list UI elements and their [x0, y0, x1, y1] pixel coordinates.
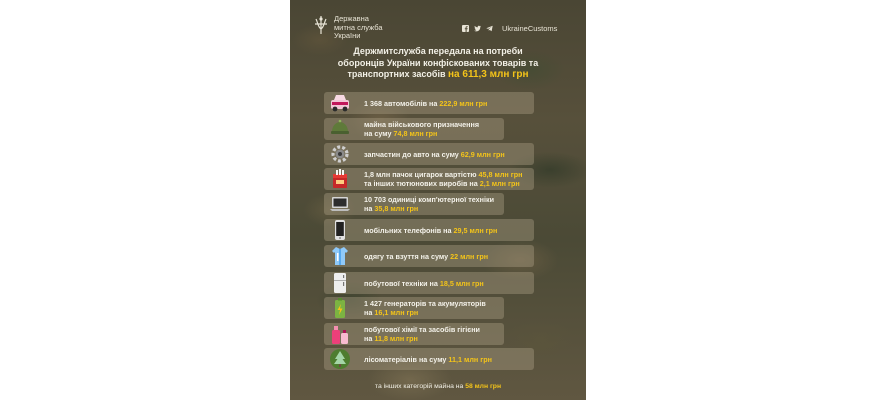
- tree-icon: [328, 347, 352, 371]
- item-text: [364, 168, 522, 190]
- laptop-icon: [328, 192, 352, 216]
- military-helmet-icon: [328, 117, 352, 141]
- item-amount: 11,8 млн грн: [374, 334, 418, 343]
- footer-prefix: та інших категорій майна на: [374, 383, 466, 390]
- headline-total-amount: на 611,3 млн грн: [448, 69, 529, 80]
- facebook-icon[interactable]: [462, 25, 469, 32]
- headline-line-3-prefix: транспортних засобів: [347, 69, 446, 79]
- item-text-join: на суму: [364, 129, 394, 138]
- item-amount: 62,9 млн грн: [460, 149, 505, 159]
- item-text-main: одягу та взуття на суму: [364, 251, 451, 261]
- item-amount: 74,8 млн грн: [393, 129, 438, 138]
- car-icon: [328, 91, 352, 115]
- logo-line-2: митна служба: [334, 22, 383, 32]
- item-text: [364, 245, 488, 267]
- item-text: [364, 92, 487, 114]
- footer-note: [290, 383, 586, 390]
- gear-icon: [328, 142, 352, 166]
- item-amount: 222,9 млн грн: [439, 98, 488, 108]
- item-text-main: майна військового призначення: [364, 120, 480, 129]
- item-text: [364, 193, 494, 215]
- footer-amount: 58 млн грн: [465, 383, 502, 390]
- clothing-icon: [328, 244, 352, 268]
- item-text: [364, 323, 480, 345]
- item-text: [364, 118, 479, 140]
- battery-icon: [328, 296, 352, 320]
- item-text-join: на: [364, 204, 375, 213]
- social-links: [462, 24, 557, 33]
- item-text-main: побутової техніки на: [364, 278, 440, 288]
- item-amount: 35,8 млн грн: [374, 204, 419, 213]
- mobile-phone-icon: [328, 218, 352, 242]
- item-text: [364, 219, 497, 241]
- social-handle[interactable]: UkraineCustoms: [502, 24, 558, 33]
- cigarettes-icon: [328, 167, 352, 191]
- infographic-poster: [290, 0, 586, 400]
- item-text-main: мобільних телефонів на: [364, 225, 454, 235]
- item-amount: 22 млн грн: [450, 251, 489, 261]
- item-amount: 11,1 млн грн: [448, 354, 492, 364]
- item-text: [364, 272, 484, 294]
- item-text-main: побутової хімії та засобів гігієни: [364, 325, 480, 334]
- item-amount: 45,8 млн грн: [478, 170, 523, 179]
- item-text: [364, 297, 486, 319]
- headline: [304, 46, 572, 81]
- item-text-join: на: [427, 98, 440, 108]
- item-amount: 18,5 млн грн: [439, 278, 484, 288]
- customs-emblem-icon: [312, 15, 330, 35]
- item-text-main: 10 703 одиниці комп'ютерної техніки: [364, 195, 494, 204]
- item-text-main: 1 368 автомобілів: [364, 98, 428, 108]
- item-text-secondary: та інших тютюнових виробів на: [364, 179, 480, 188]
- item-amount-secondary: 2,1 млн грн: [479, 179, 520, 188]
- item-text-main: запчастин до авто на суму: [364, 149, 461, 159]
- logo-line-3: України: [334, 31, 361, 40]
- item-text: [364, 348, 492, 370]
- headline-line-1: Держмитслужба передала на потреби: [353, 46, 523, 56]
- detergent-icon: [328, 322, 352, 346]
- headline-line-3: [304, 69, 572, 81]
- fridge-icon: [328, 271, 352, 295]
- headline-line-2: оборонців України конфіскованих товарів та: [337, 57, 539, 68]
- twitter-icon[interactable]: [474, 25, 481, 32]
- item-amount: 16,1 млн грн: [374, 308, 419, 317]
- item-text-main: 1 427 генераторів та акумуляторів: [364, 299, 486, 308]
- item-text: [364, 143, 505, 165]
- item-text-main: 1,8 млн пачок цигарок вартістю: [364, 170, 479, 179]
- telegram-icon[interactable]: [486, 25, 493, 32]
- item-text-main: лісоматеріалів на суму: [364, 354, 449, 364]
- logo-text: [334, 15, 383, 41]
- item-text-join: на: [364, 334, 375, 343]
- item-text-join: на: [364, 308, 375, 317]
- item-amount: 29,5 млн грн: [453, 225, 498, 235]
- logo-line-1: Державна: [334, 14, 369, 23]
